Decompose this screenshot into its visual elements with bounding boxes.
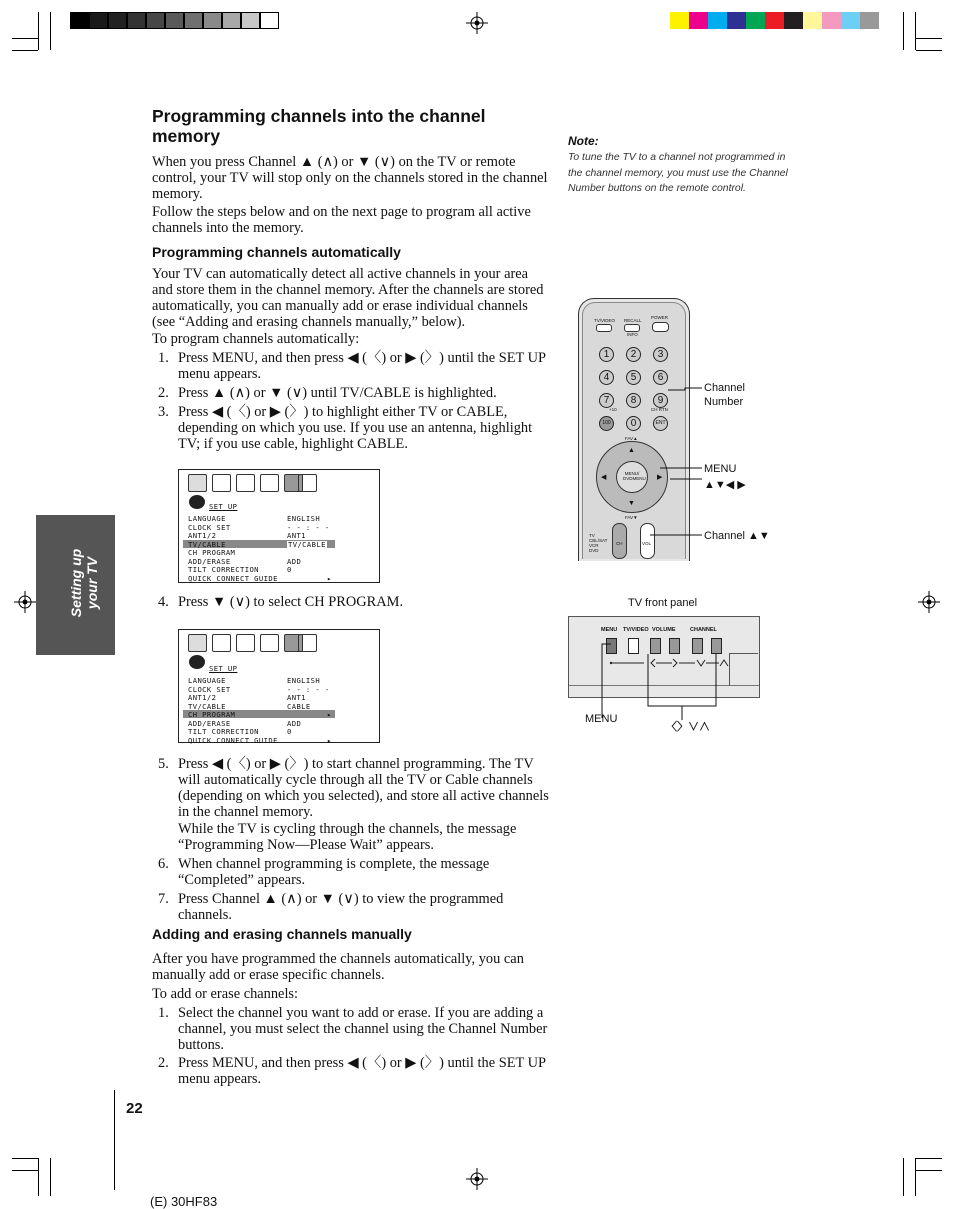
- menu-item-label[interactable]: TV/CABLE: [188, 539, 226, 549]
- digit-button[interactable]: 3: [653, 347, 668, 362]
- digit-button[interactable]: ENT: [653, 416, 668, 431]
- gray-swatch: [146, 12, 165, 29]
- up-arrow-icon: ▲: [628, 446, 635, 454]
- step-text: Press ▲ (∧) or ▼ (∨) until TV/CABLE is highlighted.: [178, 385, 497, 401]
- color-swatch: [708, 12, 727, 29]
- menu-item-value: TV/CABLE: [288, 539, 326, 549]
- audio-menu-icon: [212, 634, 231, 652]
- intro-paragraph: Follow the steps below and on the next page to program all active channels into the memory.: [152, 204, 531, 236]
- crop-mark: [916, 1158, 942, 1159]
- note-heading: Note:: [568, 134, 599, 148]
- panel-label: MENU: [601, 627, 618, 633]
- menu-item-label[interactable]: ANT1/2: [188, 693, 217, 702]
- step-item: [158, 891, 550, 923]
- digit-button[interactable]: 0: [626, 416, 641, 431]
- gray-swatch: [108, 12, 127, 29]
- panel-label: VOLUME: [652, 627, 676, 633]
- menu-item-value: ADD: [287, 718, 302, 728]
- crop-mark: [12, 38, 38, 39]
- gray-swatch: [165, 12, 184, 29]
- side-tab: [36, 515, 115, 655]
- mode-label: TV: [589, 533, 595, 538]
- menu-item-value: ADD: [287, 556, 302, 566]
- menu-item-value: ENGLISH: [287, 514, 321, 523]
- color-swatch: [841, 12, 860, 29]
- step-number: 7.: [158, 891, 169, 907]
- callout-label: MENU: [585, 713, 618, 725]
- panel-label: CHANNEL: [690, 627, 717, 633]
- menu-item-value: ▸: [327, 735, 332, 745]
- crop-mark: [38, 12, 39, 50]
- step-item: [158, 404, 550, 452]
- panel-label: TV/VIDEO: [623, 627, 649, 633]
- menu-item-value: ANT1: [287, 693, 306, 702]
- gray-swatch: [222, 12, 241, 29]
- crop-mark: [12, 1158, 38, 1159]
- section-heading: Adding and erasing channels manually: [152, 926, 412, 942]
- menu-item-value: ENGLISH: [287, 676, 321, 685]
- remote-label: INFO: [627, 332, 638, 337]
- callout-label: Channel Number: [704, 382, 745, 408]
- body-paragraph: After you have programmed the channels automatically, you can manually add or erase specific channels.: [152, 951, 524, 983]
- setup-menu-screen: [178, 629, 380, 743]
- remote-label: VOL: [642, 541, 652, 546]
- step-text: Press ◀ (〈) or ▶ (〉) to highlight either TV or CABLE, depending on which you use. If you use an antenna, highlight TV; if you use cable, highlight CABLE.: [178, 404, 533, 452]
- crop-mark: [916, 50, 942, 51]
- lead-text: To add or erase channels:: [152, 986, 299, 1002]
- picture-menu-icon: [188, 634, 207, 652]
- menu-item-value: ▸: [327, 573, 332, 583]
- step-item: [158, 594, 550, 610]
- crop-mark: [50, 12, 51, 50]
- step-item: [158, 385, 550, 401]
- timer-menu-icon: [236, 634, 255, 652]
- power-button[interactable]: [652, 322, 669, 332]
- panel-corner: [729, 653, 758, 686]
- remote-label: MENU/ DVDMENU: [623, 471, 646, 481]
- step-number: 5.: [158, 756, 169, 772]
- setup-menu-screen: [178, 469, 380, 583]
- menu-item-value: ANT1: [287, 531, 306, 540]
- callout-label: 〈〉∨∧: [666, 721, 710, 733]
- remote-label: RECALL: [624, 318, 642, 323]
- menu-item-label[interactable]: LANGUAGE: [188, 676, 226, 685]
- step-item: [158, 856, 550, 888]
- registration-mark-icon: [918, 591, 940, 613]
- digit-button[interactable]: 7: [599, 393, 614, 408]
- step-item: [158, 821, 550, 853]
- callout-label: MENU: [704, 463, 737, 475]
- mode-label: DVD: [589, 548, 599, 553]
- menu-item-label[interactable]: ADD/ERASE: [188, 556, 231, 566]
- step-text: Press MENU, and then press ◀ (〈) or ▶ (〉) until the SET UP menu appears.: [178, 1055, 546, 1087]
- callout-lines: [600, 380, 710, 540]
- step-number: 1.: [158, 350, 169, 366]
- side-tab-line: Setting up: [68, 548, 84, 618]
- digit-button[interactable]: 2: [626, 347, 641, 362]
- crop-mark: [915, 12, 916, 50]
- mode-label: CBL/SAT: [589, 538, 608, 543]
- menu-item-label[interactable]: TILT CORRECTION: [188, 727, 259, 736]
- step-item: [158, 1005, 550, 1053]
- registration-mark-icon: [466, 1168, 488, 1190]
- picture-menu-icon: [188, 474, 207, 492]
- step-text: Select the channel you want to add or erase. If you are adding a channel, you must select the channel using the Channel Number buttons.: [178, 1005, 548, 1053]
- step-text: Press ◀ (〈) or ▶ (〉) to start channel programming. The TV will automatically cycle through all the TV or Cable channels (depending on which you selected), and store all active channels in the channel memory.: [178, 756, 549, 820]
- step-number: 3.: [158, 404, 169, 420]
- callout-label: Channel ▲▼: [704, 530, 770, 542]
- timer-menu-icon: [236, 474, 255, 492]
- menu-header: SET UP: [209, 664, 238, 673]
- margin-rule: [114, 1090, 115, 1190]
- step-item: [158, 350, 550, 382]
- lead-text: To program channels automatically:: [152, 331, 360, 347]
- page-number: 22: [126, 1100, 143, 1117]
- digit-button[interactable]: 4: [599, 370, 614, 385]
- menu-item-label[interactable]: ANT1/2: [188, 531, 217, 540]
- step-item: [158, 1055, 550, 1087]
- step-number: 4.: [158, 594, 169, 610]
- step-text: Press Channel ▲ (∧) or ▼ (∨) to view the programmed channels.: [178, 891, 504, 923]
- color-swatch: [746, 12, 765, 29]
- crop-mark: [903, 12, 904, 50]
- color-swatch: [860, 12, 879, 29]
- menu-item-label[interactable]: QUICK CONNECT GUIDE: [188, 735, 278, 745]
- color-swatch: [822, 12, 841, 29]
- page-title: Programming channels into the channel memory: [152, 106, 486, 146]
- menu-item-value: - - : - -: [287, 684, 330, 694]
- step-number: 6.: [158, 856, 169, 872]
- menu-item-label[interactable]: CLOCK SET: [188, 684, 231, 694]
- step-item: [158, 756, 550, 820]
- setup-menu-icon: [260, 474, 279, 492]
- crop-mark: [38, 1158, 39, 1196]
- step-text: Press MENU, and then press ◀ (〈) or ▶ (〉) until the SET UP menu appears.: [178, 350, 546, 382]
- menu-header: SET UP: [209, 502, 238, 511]
- menu-item-label[interactable]: QUICK CONNECT GUIDE: [188, 573, 278, 583]
- gray-swatch: [184, 12, 203, 29]
- crop-mark: [916, 1170, 942, 1171]
- gray-swatch: [241, 12, 260, 29]
- step-text: While the TV is cycling through the channels, the message “Programming Now—Please Wait” appears.: [178, 821, 517, 853]
- mode-label: VCR: [589, 543, 599, 548]
- callout-label: ▲▼◀ ▶: [704, 479, 746, 491]
- tv-video-button[interactable]: [596, 324, 612, 332]
- audio-menu-icon: [212, 474, 231, 492]
- gray-swatch: [203, 12, 222, 29]
- footer-model: (E) 30HF83: [150, 1194, 218, 1209]
- color-swatch: [803, 12, 822, 29]
- menu-item-value: ▸: [327, 710, 332, 719]
- menu-item-label[interactable]: CH PROGRAM: [188, 548, 236, 557]
- gray-swatch: [260, 12, 279, 29]
- menu-item-value: 0: [287, 565, 292, 574]
- setup-menu-icon: [260, 634, 279, 652]
- digit-button[interactable]: 1: [599, 347, 614, 362]
- note-body: To tune the TV to a channel not programmed in the channel memory, you must use the Channel Number buttons on the remote control.: [568, 152, 788, 194]
- menu-item-value: - - : - -: [287, 522, 330, 532]
- registration-mark-icon: [14, 591, 36, 613]
- setup-icon: [189, 655, 205, 669]
- remote-label: CH RTN: [651, 407, 668, 412]
- color-swatch: [784, 12, 803, 29]
- menu-item-label[interactable]: CH PROGRAM: [188, 710, 236, 719]
- setup-icon: [189, 495, 205, 509]
- down-arrow-icon: ▼: [628, 499, 635, 507]
- digit-button[interactable]: 100: [599, 416, 614, 431]
- menu-item-label[interactable]: LANGUAGE: [188, 514, 226, 523]
- step-number: 1.: [158, 1005, 169, 1021]
- digit-button[interactable]: 5: [626, 370, 641, 385]
- crop-mark: [916, 38, 942, 39]
- menu-item-label[interactable]: TV/CABLE: [188, 701, 226, 711]
- option-menu-icon: [298, 474, 317, 492]
- front-panel-title: TV front panel: [628, 597, 698, 609]
- left-arrow-icon: ◀: [601, 473, 607, 481]
- gray-swatch: [127, 12, 146, 29]
- menu-item-label[interactable]: CLOCK SET: [188, 522, 231, 532]
- right-arrow-icon: ▶: [657, 473, 663, 481]
- color-swatch: [689, 12, 708, 29]
- remote-label: TV/VIDEO: [594, 318, 616, 323]
- gray-swatch: [89, 12, 108, 29]
- remote-label: CH: [616, 541, 623, 546]
- crop-mark: [12, 50, 38, 51]
- menu-item-label[interactable]: ADD/ERASE: [188, 718, 231, 728]
- digit-button[interactable]: 9: [653, 393, 668, 408]
- body-paragraph: Your TV can automatically detect all active channels in your area and store them in the channel memory. After the channels are stored automatically, you can manually add or erase individual channels (see “Adding and erasing channels manually,” below).: [152, 266, 544, 330]
- step-text: When channel programming is complete, the message “Completed” appears.: [178, 856, 490, 888]
- remote-label: +10: [609, 407, 617, 412]
- registration-mark-icon: [466, 12, 488, 34]
- menu-item-value: CABLE: [287, 701, 311, 711]
- remote-label: FAV▲: [625, 436, 638, 441]
- digit-button[interactable]: 8: [626, 393, 641, 408]
- step-text: Press ▼ (∨) to select CH PROGRAM.: [178, 594, 404, 610]
- digit-button[interactable]: 6: [653, 370, 668, 385]
- intro-paragraph: When you press Channel ▲ (∧) or ▼ (∨) on the TV or remote control, your TV will stop only on the channels stored in the channel memory.: [152, 154, 548, 202]
- crop-mark: [50, 1158, 51, 1196]
- color-swatch: [765, 12, 784, 29]
- menu-item-label[interactable]: TILT CORRECTION: [188, 565, 259, 574]
- step-number: 2.: [158, 385, 169, 401]
- option-menu-icon: [298, 634, 317, 652]
- crop-mark: [915, 1158, 916, 1196]
- remote-label: POWER: [651, 315, 669, 320]
- color-swatch: [727, 12, 746, 29]
- side-tab-line: your TV: [84, 556, 100, 610]
- crop-mark: [903, 1158, 904, 1196]
- menu-item-value: 0: [287, 727, 292, 736]
- gray-swatch: [70, 12, 89, 29]
- color-swatch: [670, 12, 689, 29]
- step-number: 2.: [158, 1055, 169, 1071]
- crop-mark: [12, 1170, 38, 1171]
- recall-button[interactable]: [624, 324, 640, 332]
- remote-label: FAV▼: [625, 515, 638, 520]
- section-heading: Programming channels automatically: [152, 244, 401, 260]
